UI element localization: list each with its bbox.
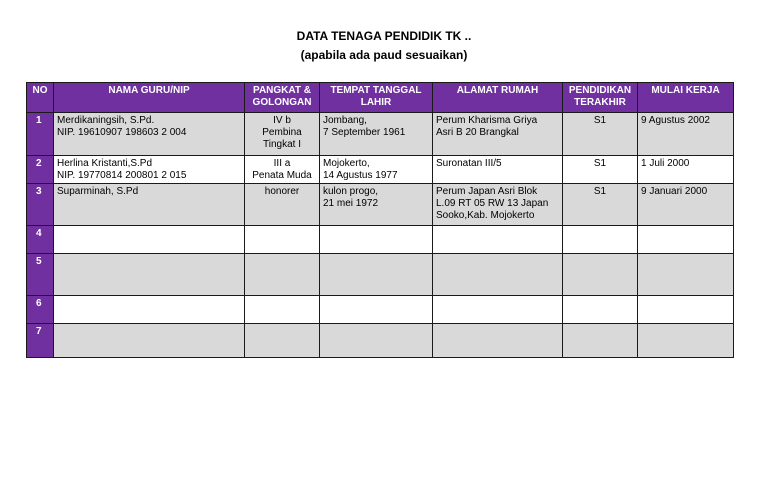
table-row: [27, 156, 734, 184]
row-no: 5: [27, 254, 54, 296]
cell-pendidikan: S1: [563, 156, 638, 184]
row-no: 4: [27, 226, 54, 254]
cell-mulai: 9 Januari 2000: [638, 184, 734, 226]
cell-mulai: [638, 324, 734, 358]
cell-nama: Herlina Kristanti,S.Pd NIP. 19770814 200801 2 015: [54, 156, 245, 184]
header-no: NO: [27, 83, 54, 113]
cell-pendidikan: S1: [563, 113, 638, 156]
cell-nama: [54, 226, 245, 254]
cell-alamat: [433, 254, 563, 296]
cell-pendidikan: [563, 226, 638, 254]
header-row: [27, 83, 734, 113]
cell-ttl: [320, 254, 433, 296]
table-row: [27, 254, 734, 296]
cell-pendidikan: [563, 254, 638, 296]
header-pangkat: PANGKAT & GOLONGAN: [245, 83, 320, 113]
row-no: 7: [27, 324, 54, 358]
cell-alamat: Perum Japan Asri Blok L.09 RT 05 RW 13 Japan Sooko,Kab. Mojokerto: [433, 184, 563, 226]
cell-mulai: [638, 254, 734, 296]
cell-pangkat: III a Penata Muda: [245, 156, 320, 184]
cell-ttl: [320, 324, 433, 358]
cell-mulai: [638, 296, 734, 324]
cell-nama: Merdikaningsih, S.Pd. NIP. 19610907 198603 2 004: [54, 113, 245, 156]
cell-mulai: [638, 226, 734, 254]
cell-alamat: Perum Kharisma Griya Asri B 20 Brangkal: [433, 113, 563, 156]
cell-pendidikan: [563, 296, 638, 324]
table-row: [27, 296, 734, 324]
cell-pendidikan: [563, 324, 638, 358]
cell-ttl: [320, 296, 433, 324]
cell-alamat: [433, 324, 563, 358]
table-row: [27, 113, 734, 156]
cell-ttl: Mojokerto, 14 Agustus 1977: [320, 156, 433, 184]
table-row: [27, 226, 734, 254]
cell-ttl: [320, 226, 433, 254]
header-pendidikan: PENDIDIKAN TERAKHIR: [563, 83, 638, 113]
table-row: [27, 324, 734, 358]
header-nama: NAMA GURU/NIP: [54, 83, 245, 113]
row-no: 2: [27, 156, 54, 184]
row-no: 6: [27, 296, 54, 324]
cell-pangkat: [245, 254, 320, 296]
cell-pendidikan: S1: [563, 184, 638, 226]
table-row: [27, 184, 734, 226]
row-no: 1: [27, 113, 54, 156]
cell-pangkat: [245, 324, 320, 358]
row-no: 3: [27, 184, 54, 226]
cell-nama: Suparminah, S.Pd: [54, 184, 245, 226]
page-title: DATA TENAGA PENDIDIK TK ..: [296, 29, 472, 43]
header-mulai: MULAI KERJA: [638, 83, 734, 113]
cell-pangkat: [245, 296, 320, 324]
teacher-data-table: [26, 82, 734, 358]
cell-ttl: Jombang, 7 September 1961: [320, 113, 433, 156]
cell-pangkat: [245, 226, 320, 254]
cell-mulai: 9 Agustus 2002: [638, 113, 734, 156]
cell-nama: [54, 254, 245, 296]
cell-mulai: 1 Juli 2000: [638, 156, 734, 184]
page-subtitle: (apabila ada paud sesuaikan): [300, 48, 468, 62]
cell-ttl: kulon progo, 21 mei 1972: [320, 184, 433, 226]
cell-alamat: [433, 226, 563, 254]
cell-pangkat: IV b Pembina Tingkat I: [245, 113, 320, 156]
cell-pangkat: honorer: [245, 184, 320, 226]
cell-nama: [54, 296, 245, 324]
cell-alamat: [433, 296, 563, 324]
cell-alamat: Suronatan III/5: [433, 156, 563, 184]
header-ttl: TEMPAT TANGGAL LAHIR: [320, 83, 433, 113]
header-alamat: ALAMAT RUMAH: [433, 83, 563, 113]
cell-nama: [54, 324, 245, 358]
